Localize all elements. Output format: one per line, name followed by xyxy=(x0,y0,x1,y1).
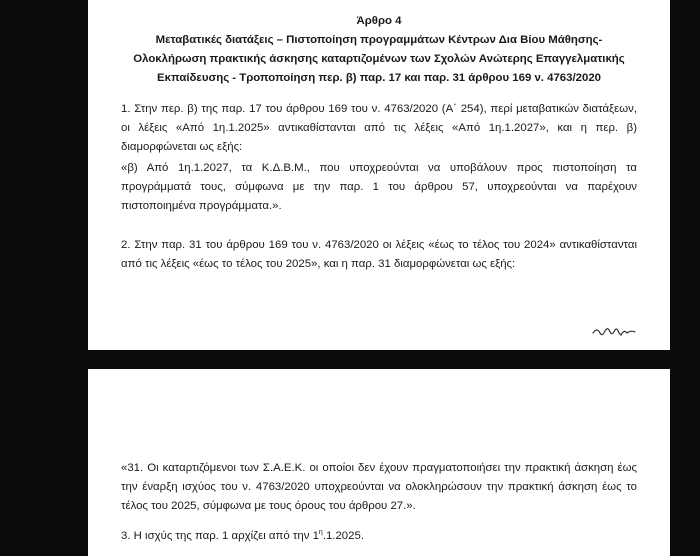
handwritten-initials-signature xyxy=(591,321,639,341)
article-title: Άρθρο 4 xyxy=(356,15,402,27)
ordinal-superscript: η xyxy=(318,529,323,536)
quoted-amendment-b: «β) Από 1η.1.2027, τα Κ.Δ.Β.Μ., που υποχρεούνται να υποβάλουν προς πιστοποίηση τα προγράμματά τους, σύμφωνα με την παρ. 1 του άρθρου 57, υποχρεούνται να παρέχουν πιστοποιημένα προγράμματα.». xyxy=(121,162,637,212)
paragraph-3-date-suffix: .1.2025. xyxy=(322,529,364,542)
document-page-1 xyxy=(88,0,670,350)
document-page-2 xyxy=(88,369,670,556)
paragraph-1: 1. Στην περ. β) της παρ. 17 του άρθρου 169 του ν. 4763/2020 (Α΄ 254), περί μεταβατικών διατάξεων, οι λέξεις «Από 1η.1.2025» αντικαθίστανται από τις λέξεις «Από 1η.1.2027», και η περ. β) διαμορφώνεται ως εξής: xyxy=(121,103,637,153)
paragraph-2: 2. Στην παρ. 31 του άρθρου 169 του ν. 4763/2020 οι λέξεις «έως το τέλος του 2024» αντικαθίστανται από τις λέξεις «έως το τέλος του 2025», και η παρ. 31 διαμορφώνεται ως εξής: xyxy=(121,239,637,270)
article-heading-line-3: Εκπαίδευσης - Τροποποίηση περ. β) παρ. 17 και παρ. 31 άρθρου 169 ν. 4763/2020 xyxy=(157,72,601,84)
article-heading-line-1: Μεταβατικές διατάξεις – Πιστοποίηση προγραμμάτων Κέντρων Δια Βίου Μάθησης- xyxy=(155,34,603,46)
quoted-amendment-31: «31. Οι καταρτιζόμενοι των Σ.Α.Ε.Κ. οι οποίοι δεν έχουν πραγματοποιήσει την πρακτική άσκηση έως την έναρξη ισχύος του ν. 4763/2020 υποχρεούνται να ολοκληρώσουν την πρακτική άσκηση έως το τέλος του 2025, σύμφωνα με τους όρους του άρθρου 27.». xyxy=(121,462,637,512)
article-heading-line-2: Ολοκλήρωση πρακτικής άσκησης καταρτιζομένων των Σχολών Ανώτερης Επαγγελματικής xyxy=(133,53,625,65)
paragraph-3-text: 3. Η ισχύς της παρ. 1 αρχίζει από την 1 xyxy=(121,529,319,542)
paragraph-3 xyxy=(121,523,637,546)
